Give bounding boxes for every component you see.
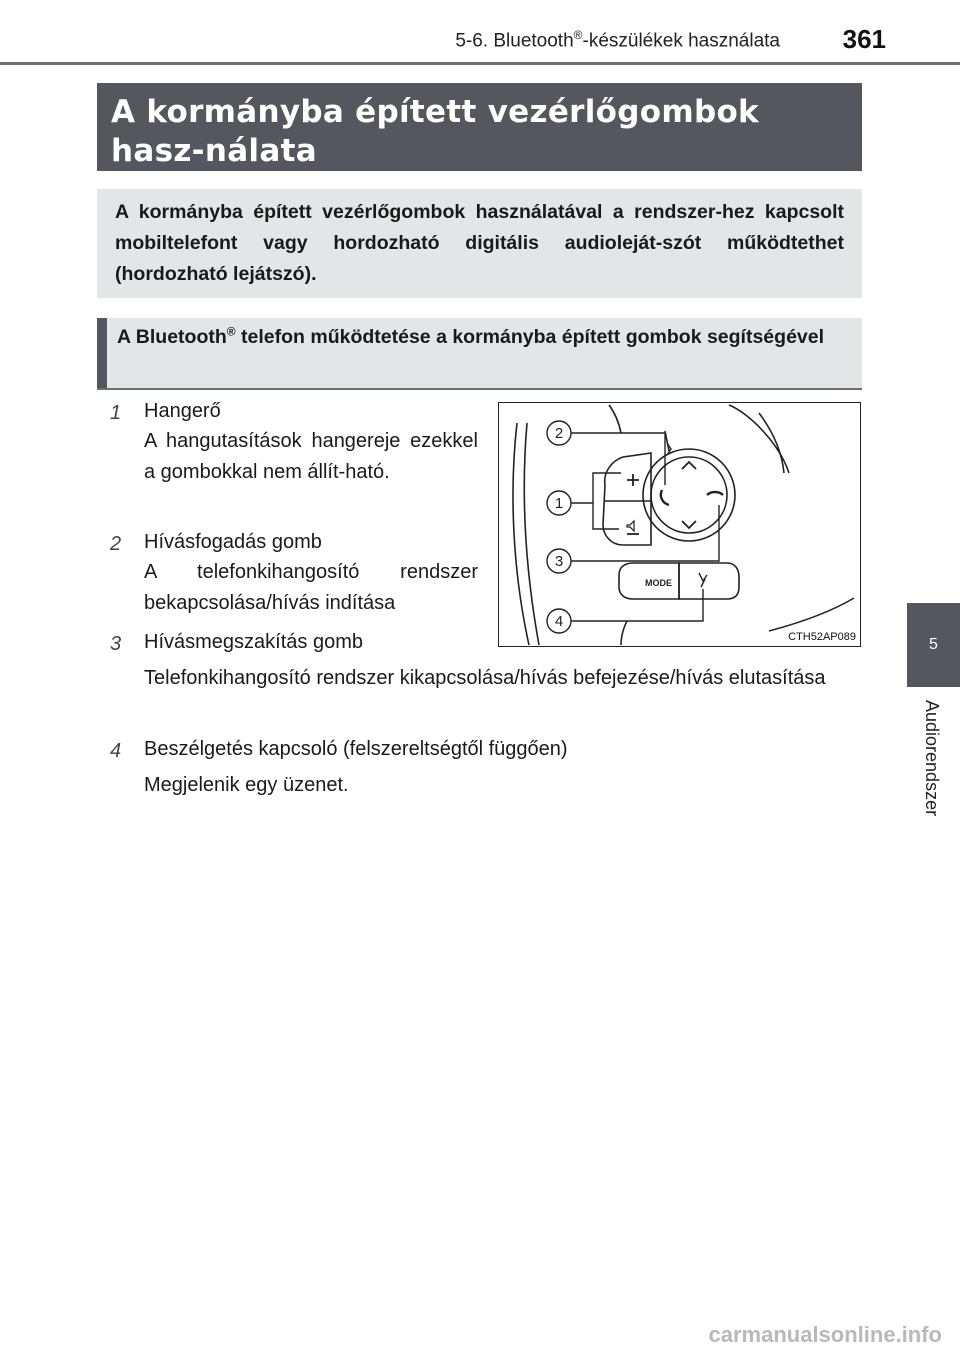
callout-label: 1 — [554, 495, 564, 512]
item-description: A telefonkihangosító rendszer bekapcsolása/hívás indítása — [144, 561, 478, 614]
item-description: Megjelenik egy üzenet. — [144, 774, 349, 796]
mode-button-label: MODE — [645, 578, 672, 588]
sub-heading — [97, 318, 862, 388]
item-title: Hívásfogadás gomb — [144, 531, 322, 553]
callout-label: 3 — [554, 553, 564, 570]
item-description: Telefonkihangosító rendszer kikapcsolása/hívás befejezése/hívás elutasítása — [144, 667, 826, 689]
chapter-tab: 5 — [907, 603, 960, 687]
callout-label: 2 — [554, 425, 564, 442]
item-title: Hívásmegszakítás gomb — [144, 631, 363, 653]
item-title: Hangerő — [144, 400, 221, 422]
chapter-label: Audiorendszer — [922, 700, 942, 817]
running-header — [400, 28, 780, 52]
sub-heading-prefix: A Bluetooth — [117, 326, 227, 348]
registered-mark: ® — [573, 28, 583, 42]
steering-wheel-figure — [498, 402, 861, 647]
item-number: 2 — [110, 533, 122, 555]
sub-heading-suffix: telefon működtetése a kormányba épített gombok segítségével — [235, 326, 825, 348]
callout-label: 4 — [554, 613, 564, 630]
intro-paragraph: A kormányba épített vezérlőgombok használatával a rendszer-hez kapcsolt mobiltelefont vagy hordozható digitális audioleját-szót működtethet (hordozható lejátszó). — [97, 189, 862, 298]
section-title: A kormányba épített vezérlőgombok hasz-nálata — [97, 83, 862, 171]
item-number: 4 — [110, 740, 122, 762]
item-title: Beszélgetés kapcsoló (felszereltségtől függően) — [144, 738, 568, 760]
header-rule — [0, 62, 960, 65]
item-number: 1 — [110, 402, 122, 424]
registered-mark: ® — [226, 324, 236, 339]
header-title-suffix: -készülékek használata — [582, 30, 780, 52]
sub-heading-rule — [97, 388, 862, 390]
watermark: carmanualsonline.info — [708, 1322, 942, 1347]
steering-wheel-illustration — [499, 403, 859, 645]
item-description: A hangutasítások hangereje ezekkel a gombokkal nem állít-ható. — [144, 430, 478, 483]
page-number: 361 — [842, 24, 886, 54]
figure-code: CTH52AP089 — [788, 631, 856, 643]
item-number: 3 — [110, 633, 122, 655]
header-title-prefix: 5-6. Bluetooth — [455, 30, 574, 52]
